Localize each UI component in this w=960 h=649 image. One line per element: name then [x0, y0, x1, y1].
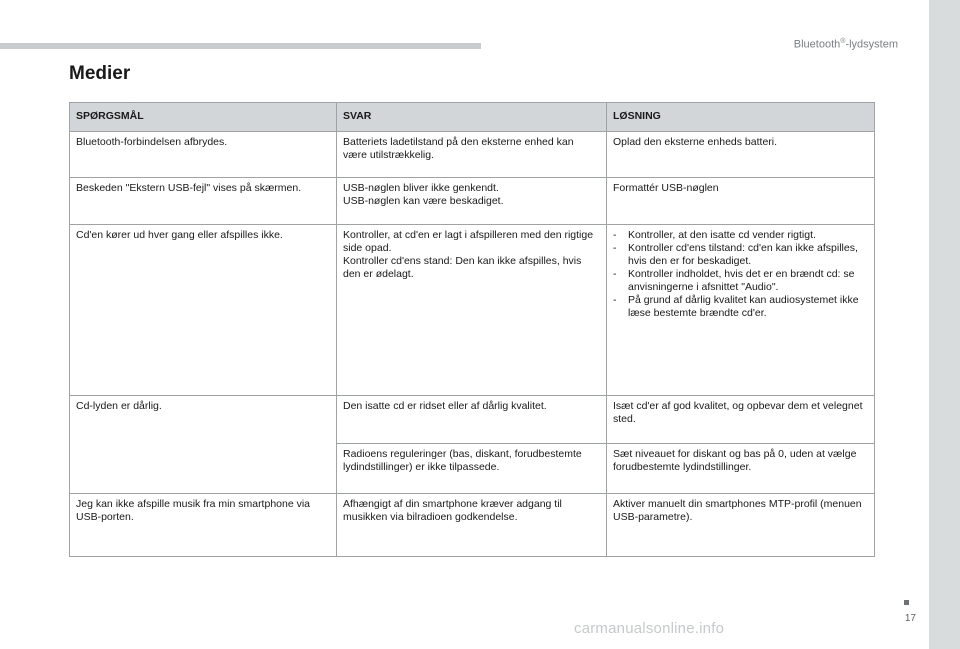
- footer-marker: [904, 600, 909, 605]
- faq-table: [69, 102, 875, 557]
- solution-cell: [607, 444, 875, 494]
- answer-line: USB-nøglen bliver ikke genkendt.: [343, 182, 499, 194]
- list-dash: -: [613, 242, 617, 254]
- solution-cell: [607, 494, 875, 557]
- answer-line: Kontroller, at cd'en er lagt i afspilleren med den rigtige side opad.: [343, 229, 594, 254]
- question-cell: Bluetooth-forbindelsen afbrydes.: [70, 132, 337, 178]
- answer-cell: [337, 444, 607, 494]
- question-cell: Cd'en kører ud hver gang eller afspilles ikke.: [70, 225, 337, 396]
- page-number: 17: [904, 613, 916, 624]
- solution-cell: [607, 178, 875, 225]
- solution-cell: [607, 225, 875, 396]
- column-header-answer: SVAR: [337, 103, 607, 132]
- solution-cell: [607, 132, 875, 178]
- solution-line: Isæt cd'er af god kvalitet, og opbevar dem et velegnet sted.: [613, 400, 863, 425]
- question-cell: Jeg kan ikke afspille musik fra min smartphone via USB-porten.: [70, 494, 337, 557]
- solution-list: [613, 229, 868, 320]
- solution-line: Aktiver manuelt din smartphones MTP-profil (menuen USB-parametre).: [613, 498, 862, 523]
- list-item: [613, 268, 868, 294]
- answer-line: Batteriets ladetilstand på den eksterne enhed kan være utilstrækkelig.: [343, 136, 574, 161]
- column-header-solution: LØSNING: [607, 103, 875, 132]
- column-header-question: SPØRGSMÅL: [70, 103, 337, 132]
- answer-cell: [337, 132, 607, 178]
- answer-line: Radioens reguleringer (bas, diskant, forudbestemte lydindstillinger) er ikke tilpassede.: [343, 448, 582, 473]
- answer-line: Afhængigt af din smartphone kræver adgang til musikken via bilradioen godkendelse.: [343, 498, 562, 523]
- question-cell: Cd-lyden er dårlig.: [70, 396, 337, 494]
- solution-cell: [607, 396, 875, 444]
- answer-cell: [337, 178, 607, 225]
- watermark: carmanualsonline.info: [574, 620, 725, 637]
- answer-line: Den isatte cd er ridset eller af dårlig kvalitet.: [343, 400, 547, 412]
- list-item-text: På grund af dårlig kvalitet kan audiosystemet ikke læse bestemte brændte cd'er.: [628, 294, 859, 319]
- table-row: [70, 396, 875, 444]
- header-rule: [0, 43, 481, 49]
- table-row: [70, 132, 875, 178]
- list-dash: -: [613, 268, 617, 280]
- list-dash: -: [613, 229, 617, 241]
- list-item-text: Kontroller cd'ens tilstand: cd'en kan ikke afspilles, hvis den er for beskadiget.: [628, 242, 858, 267]
- answer-cell: [337, 396, 607, 444]
- solution-line: Oplad den eksterne enheds batteri.: [613, 136, 778, 148]
- answer-line: USB-nøglen kan være beskadiget.: [343, 195, 504, 207]
- list-item: [613, 294, 868, 320]
- table-header-row: [70, 103, 875, 132]
- question-cell: Beskeden "Ekstern USB-fejl" vises på skærmen.: [70, 178, 337, 225]
- section-suffix: -lydsystem: [845, 38, 898, 51]
- solution-line: Sæt niveauet for diskant og bas på 0, uden at vælge forudbestemte lydindstillinger.: [613, 448, 857, 473]
- section-title: [748, 38, 898, 51]
- answer-cell: [337, 494, 607, 557]
- list-item-text: Kontroller, at den isatte cd vender rigtigt.: [628, 229, 816, 241]
- solution-line: Formattér USB-nøglen: [613, 182, 719, 194]
- list-item: [613, 242, 868, 268]
- list-item-text: Kontroller indholdet, hvis det er en brændt cd: se anvisningerne i afsnittet "Audio".: [628, 268, 855, 293]
- table-row: [70, 225, 875, 396]
- list-item: [613, 229, 868, 242]
- section-name: Bluetooth: [793, 38, 841, 51]
- table-row: [70, 494, 875, 557]
- answer-line: Kontroller cd'ens stand: Den kan ikke afspilles, hvis den er ødelagt.: [343, 255, 582, 280]
- list-dash: -: [613, 294, 617, 306]
- side-strip: [929, 0, 960, 649]
- registered-mark: ®: [840, 38, 846, 45]
- table-row: [70, 178, 875, 225]
- answer-cell: [337, 225, 607, 396]
- page-title: Medier: [69, 63, 131, 84]
